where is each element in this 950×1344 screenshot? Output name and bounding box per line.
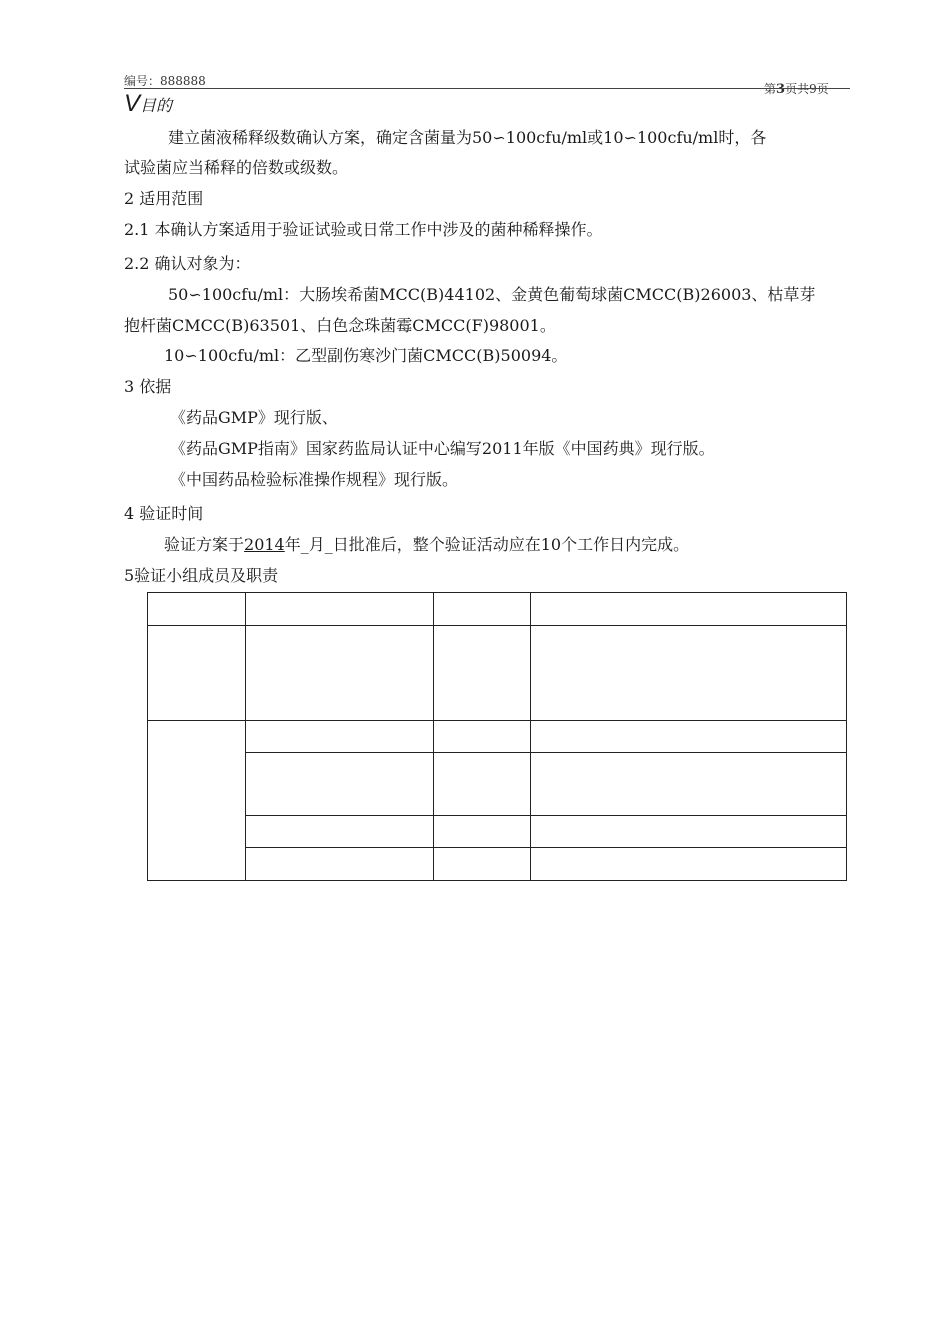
- objects-line-1: 50∽100cfu/ml：大肠埃希菌MCC(B)44102、金黄色葡萄球菌CMCC(B)26003、枯草芽: [168, 285, 816, 304]
- reference-2: 《药品GMP指南》国家药监局认证中心编写2011年版《中国药典》现行版。: [170, 439, 715, 458]
- team-members-table: [147, 592, 847, 881]
- table-cell-merged: [148, 721, 246, 881]
- table-cell: [246, 626, 434, 721]
- validation-year: 2014: [244, 535, 285, 554]
- page-suffix: 页共9页: [785, 82, 829, 96]
- table-cell: [531, 848, 847, 881]
- objects-line-2: 抱杆菌CMCC(B)63501、白色念珠菌霉CMCC(F)98001。: [124, 316, 556, 335]
- section-1-heading: [124, 90, 172, 118]
- scope-item-2-1: 2.1 本确认方案适用于验证试验或日常工作中涉及的菌种稀释操作。: [124, 220, 603, 239]
- objects-line-3: 10∽100cfu/ml：乙型副伤寒沙门菌CMCC(B)50094。: [164, 346, 568, 365]
- section-3-heading: 3 依据: [124, 377, 172, 396]
- header-divider: [124, 88, 850, 89]
- scope-item-2-2: 2.2 确认对象为：: [124, 254, 251, 273]
- reference-3: 《中国药品检验标准操作规程》现行版。: [170, 470, 459, 489]
- page-number: 3: [776, 82, 786, 97]
- validation-time-text: [164, 535, 689, 555]
- table-cell: [531, 593, 847, 626]
- table-cell: [434, 753, 531, 816]
- table-cell: [434, 816, 531, 848]
- section-1-mark: V: [124, 90, 141, 117]
- validation-time-suffix: 年_月_日批准后，整个验证活动应在10个工作日内完成。: [284, 535, 690, 554]
- table-cell: [434, 626, 531, 721]
- section-4-heading: 4 验证时间: [124, 504, 204, 523]
- page-prefix: 第: [764, 82, 777, 96]
- table-cell: [434, 721, 531, 753]
- reference-1: 《药品GMP》现行版、: [170, 408, 338, 427]
- table-cell: [531, 721, 847, 753]
- document-number: 编号：888888: [124, 74, 206, 88]
- table-cell: [434, 848, 531, 881]
- validation-time-prefix: 验证方案于: [164, 535, 245, 554]
- table-cell: [246, 593, 434, 626]
- table-cell: [531, 816, 847, 848]
- table-cell: [531, 626, 847, 721]
- section-1-title: 目的: [140, 96, 173, 115]
- purpose-paragraph-line-2: 试验菌应当稀释的倍数或级数。: [124, 158, 349, 177]
- table-cell: [246, 721, 434, 753]
- section-2-heading: 2 适用范围: [124, 189, 204, 208]
- table-cell: [148, 626, 246, 721]
- table-cell: [246, 848, 434, 881]
- purpose-paragraph-line-1: 建立菌液稀释级数确认方案，确定含菌量为50∽100cfu/ml或10∽100cfu/ml时，各: [168, 128, 767, 147]
- section-5-heading: 5验证小组成员及职责: [124, 566, 279, 585]
- table-cell: [148, 593, 246, 626]
- table-cell: [531, 753, 847, 816]
- table-cell: [246, 753, 434, 816]
- table-cell: [434, 593, 531, 626]
- table-cell: [246, 816, 434, 848]
